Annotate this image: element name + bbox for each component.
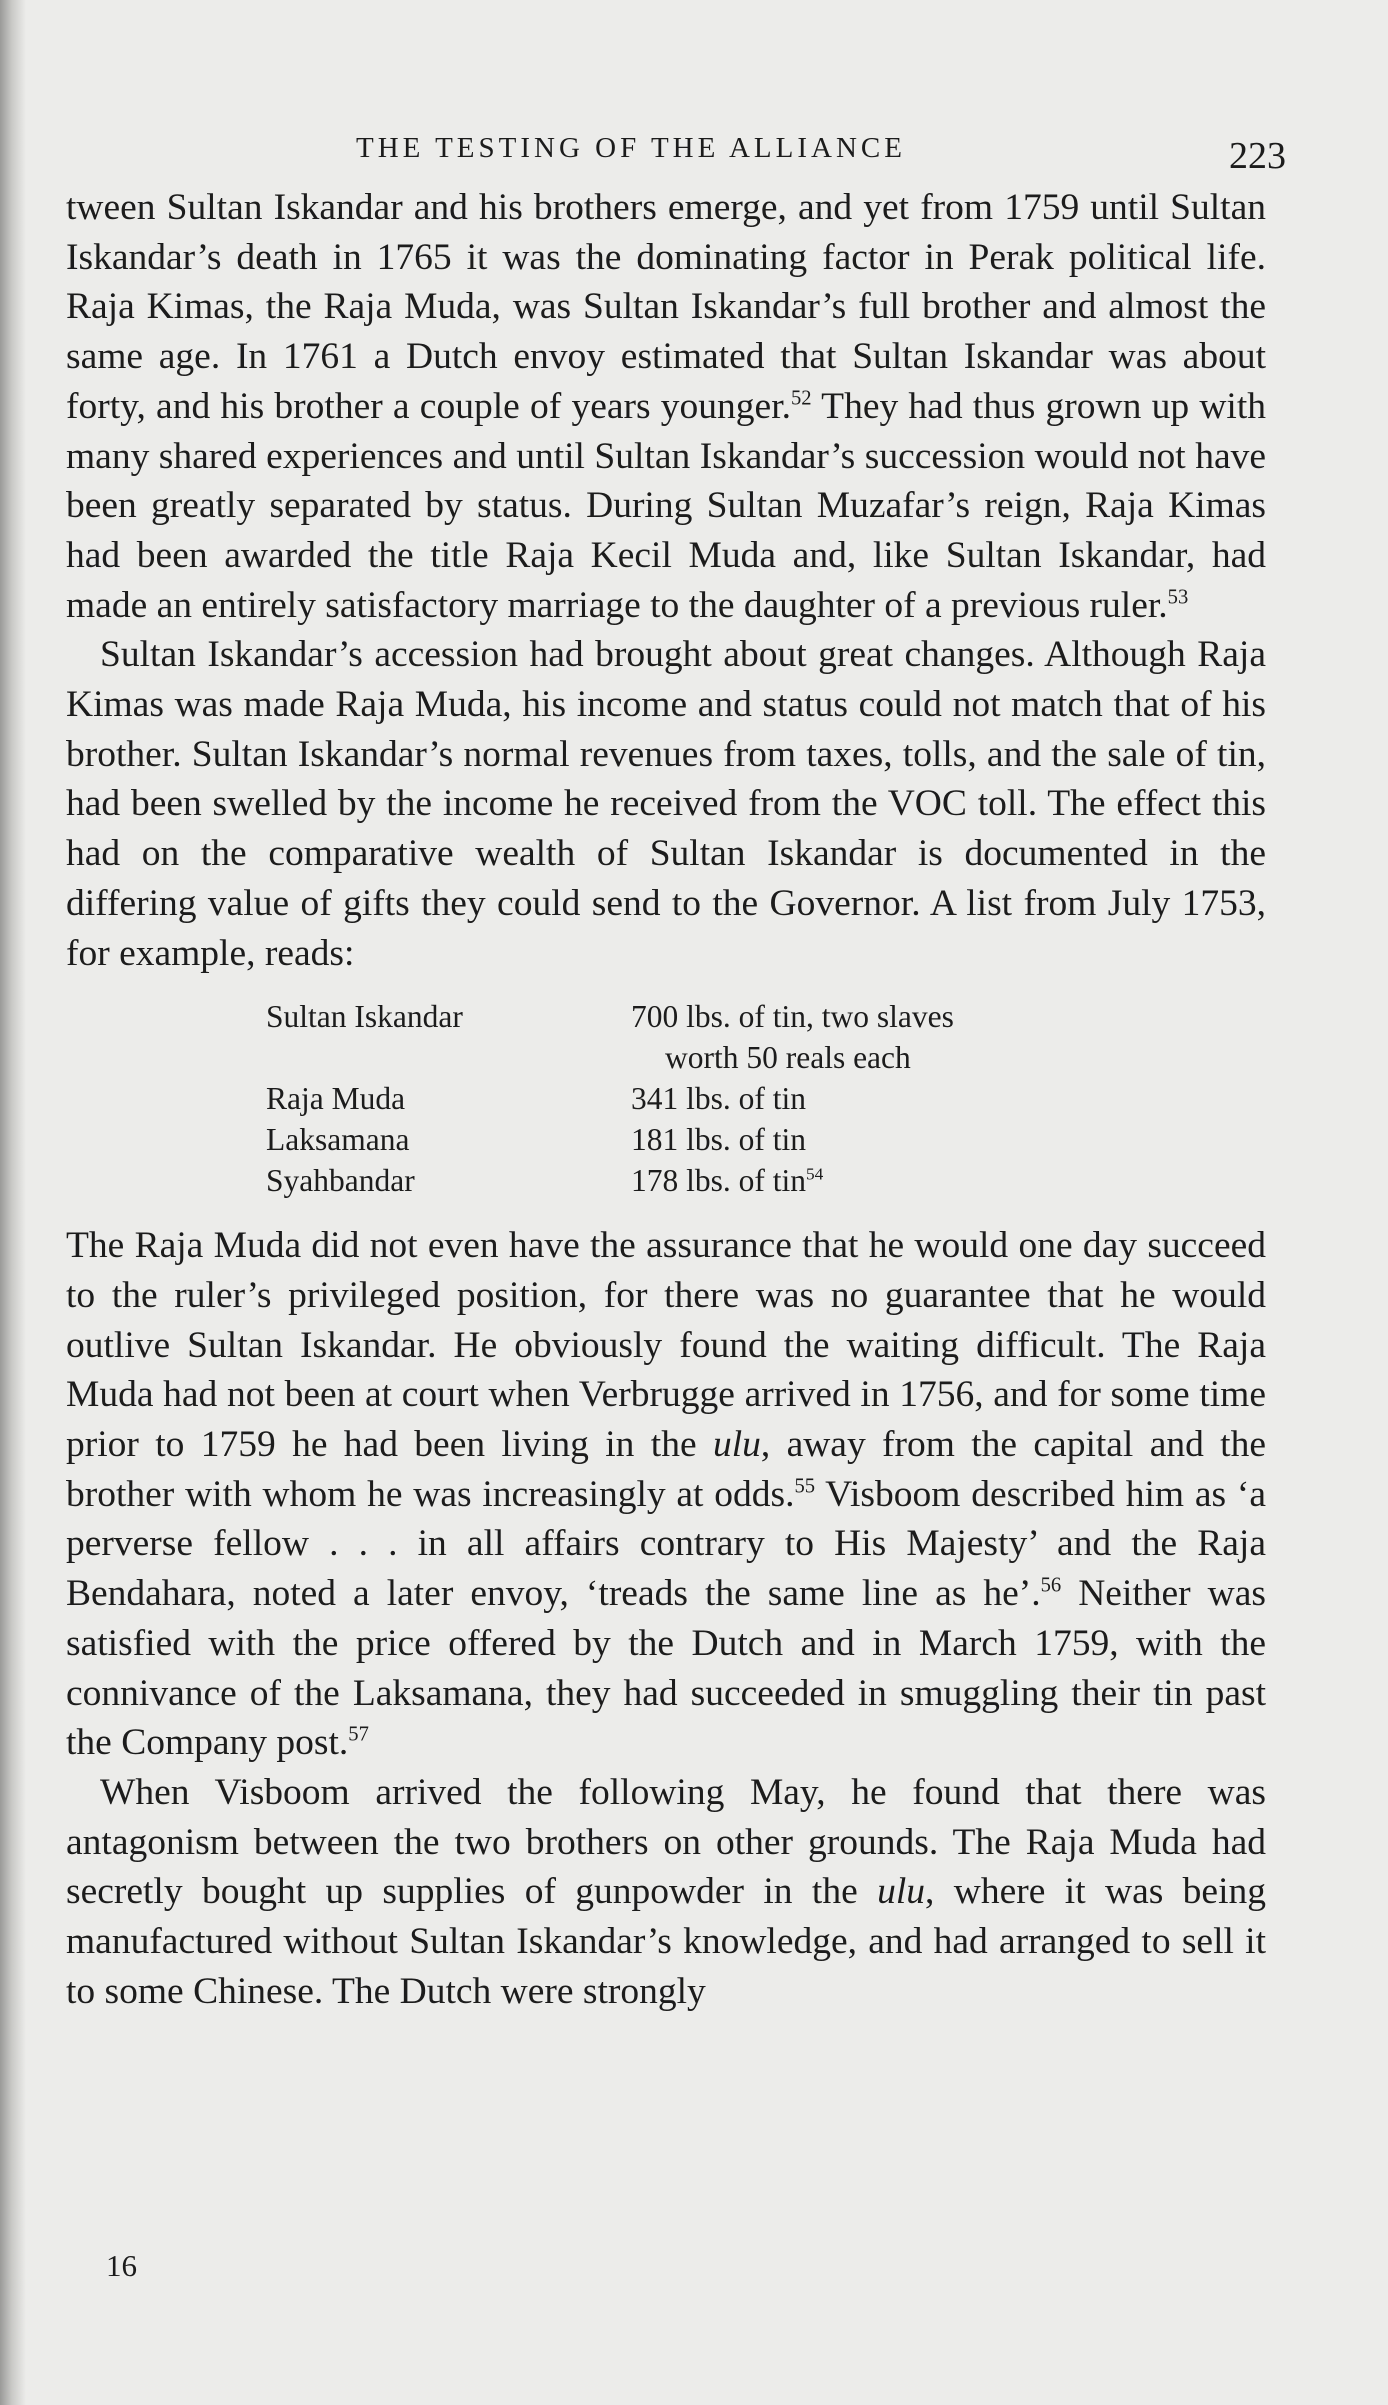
paragraph-text: Visboom described him as ‘a perverse fellow . . . in all affairs contrary to His Majesty’ and the Raja Bendahara, noted a later envoy, ‘treads the same line as he’. [66, 1473, 1266, 1615]
paragraph-4 [66, 1768, 1266, 2017]
footnote-ref: 54 [806, 1164, 824, 1184]
gift-description: 341 lbs. of tin [631, 1081, 807, 1117]
paragraph-text: Sultan Iskandar’s accession had brought about great changes. Although Raja Kimas was made Raja Muda, his income and status could not match that of his brother. Sultan Iskandar’s normal revenues from taxes, tolls, and the sale of tin, had been swelled by the income he received from the VOC toll. The effect this had on the comparative wealth of Sultan Iskandar is documented in the differing value of gifts they could send to the Governor. A list from July 1753, for example, reads: [66, 634, 1266, 974]
gift-description: 181 lbs. of tin [631, 1122, 807, 1158]
footnote-ref: 57 [348, 1723, 369, 1746]
signature-mark: 16 [106, 2248, 137, 2283]
italic-term: ulu [712, 1424, 761, 1466]
book-page [66, 118, 1286, 2368]
footnote-ref: 53 [1167, 586, 1189, 609]
paragraph-text: When Visboom arrived the following May, he found that there was antagonism between the two brothers on other grounds. The Raja Muda had secretly bought up supplies of gunpowder in the [66, 1771, 1266, 1913]
footnote-ref: 55 [794, 1475, 816, 1498]
paragraph-1 [66, 183, 1266, 630]
gift-giver: Sultan Iskandar [266, 999, 463, 1035]
gift-row [266, 1078, 1266, 1119]
gift-description-text: 178 lbs. of tin [631, 1163, 807, 1199]
gift-row [266, 1119, 1266, 1160]
italic-term: ulu [877, 1871, 926, 1913]
gift-row [266, 996, 1266, 1037]
paragraph-text: They had thus grown up with many shared experiences and until Sultan Iskandar’s succession would not have been greatly separated by status. During Sultan Muzafar’s reign, Raja Kimas had been awarded the title Raja Kecil Muda and, like Sultan Iskandar, had made an entirely satisfactory marriage to the daughter of a previous ruler. [66, 385, 1266, 626]
gift-description-continued: worth 50 reals each [665, 1040, 911, 1076]
gift-description [631, 1160, 1151, 1201]
footnote-ref: 56 [1040, 1574, 1062, 1597]
running-head [66, 118, 1286, 178]
paragraph-text: The Raja Muda did not even have the assurance that he would one day succeed to the ruler’s privileged position, for there was no guarantee that he would outlive Sultan Iskandar. He obviously found the waiting difficult. The Raja Muda had not been at court when Verbrugge arrived in 1756, and for some time prior to 1759 he had been living in the [66, 1225, 1266, 1466]
page-gutter-shadow [0, 0, 26, 2405]
gift-giver: Laksamana [266, 1122, 410, 1158]
gift-row [266, 1160, 1266, 1201]
paragraph-text: , where it was being manufactured without Sultan Iskandar’s knowledge, and had arranged to sell it to some Chinese. The Dutch were strongly [66, 1871, 1266, 2012]
running-title: THE TESTING OF THE ALLIANCE [356, 132, 906, 164]
gift-giver: Syahbandar [266, 1163, 415, 1199]
gift-giver: Raja Muda [266, 1081, 406, 1117]
paragraph-text: Neither was satisfied with the price offered by the Dutch and in March 1759, with the connivance of the Laksamana, they had succeeded in smuggling their tin past the Company post. [66, 1573, 1266, 1764]
gift-list [266, 996, 1266, 1201]
paragraph-text: , away from the capital and the brother with whom he was increasingly at odds. [66, 1424, 1266, 1515]
paragraph-text: tween Sultan Iskandar and his brothers emerge, and yet from 1759 until Sultan Iskandar’s death in 1765 it was the dominating factor in Perak political life. Raja Kimas, the Raja Muda, was Sultan Iskandar’s full brother and almost the same age. In 1761 a Dutch envoy estimated that Sultan Iskandar was about forty, and his brother a couple of years younger. [66, 187, 1266, 427]
footnote-ref: 52 [791, 387, 812, 410]
paragraph-2 [66, 630, 1266, 978]
body-text [66, 183, 1266, 2017]
page-number: 223 [1229, 135, 1286, 177]
gift-description: 700 lbs. of tin, two slaves [631, 999, 954, 1035]
paragraph-3 [66, 1221, 1266, 1768]
